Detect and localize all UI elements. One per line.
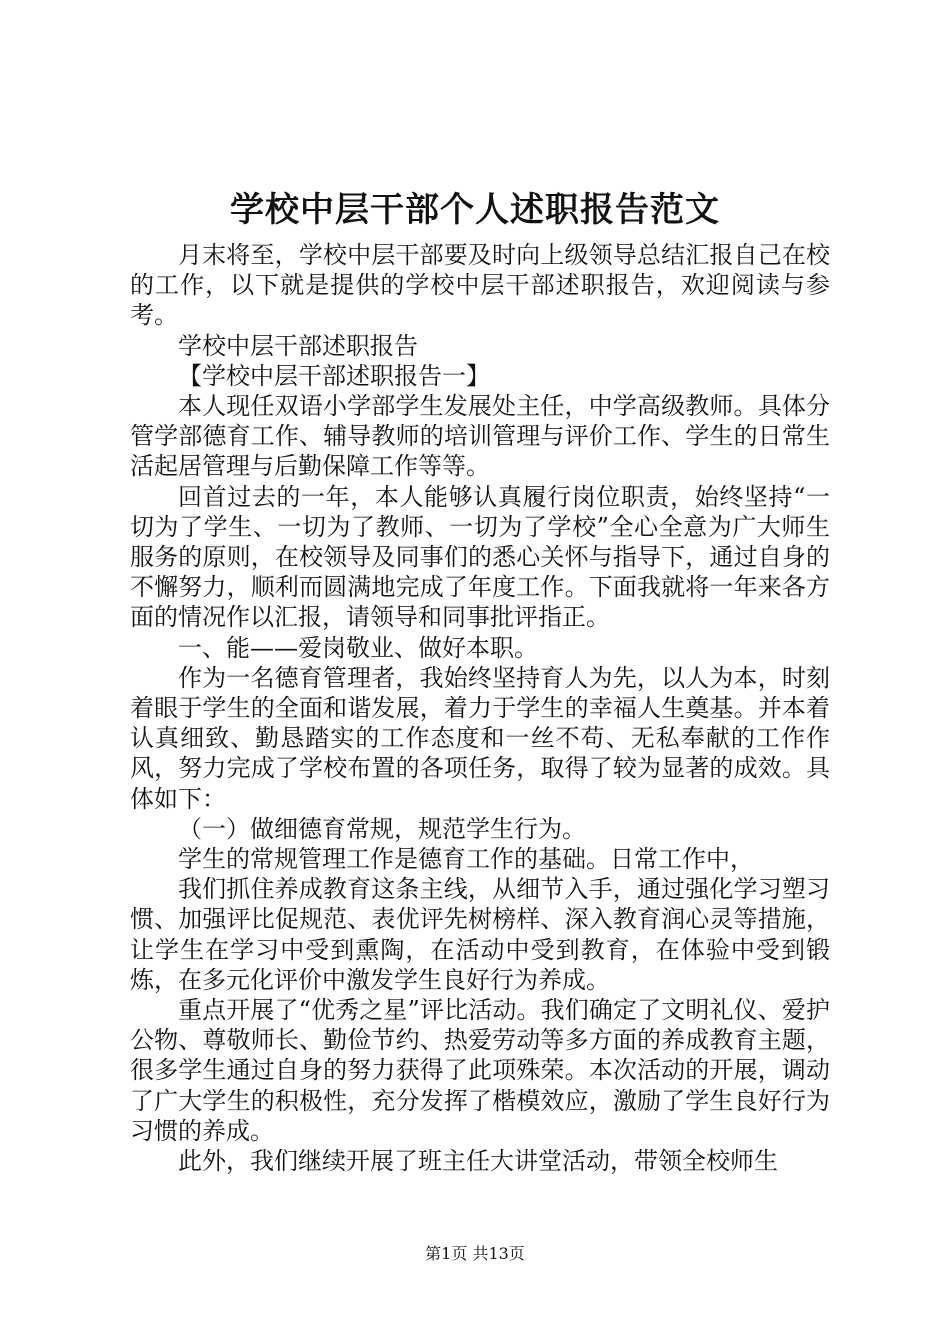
paragraph: 回首过去的一年，本人能够认真履行岗位职责，始终坚持“一切为了学生、一切为了教师、一切为了学校”全心全意为广大师生服务的原则，在校领导及同事们的悉心关怀与指导下，通过自身的不懈努力，顺利而圆满地完成了年度工作。下面我就将一年来各方面的情况作以汇报，请领导和同事批评指正。 bbox=[130, 482, 830, 632]
paragraph: 本人现任双语小学部学生发展处主任，中学高级教师。具体分管学部德育工作、辅导教师的培训管理与评价工作、学生的日常生活起居管理与后勤保障工作等等。 bbox=[130, 392, 830, 481]
paragraph: 重点开展了“优秀之星”评比活动。我们确定了文明礼仪、爱护公物、尊敬师长、勤俭节约、热爱劳动等多方面的养成教育主题，很多学生通过自身的努力获得了此项殊荣。本次活动的开展，调动了广大学生的积极性，充分发挥了楷模效应，激励了学生良好行为习惯的养成。 bbox=[130, 996, 830, 1145]
paragraph-heading: 一、能——爱岗敬业、做好本职。 bbox=[178, 633, 538, 662]
paragraph: 学生的常规管理工作是德育工作的基础。日常工作中， bbox=[178, 845, 754, 874]
paragraph: 此外，我们继续开展了班主任大讲堂活动，带领全校师生 bbox=[178, 1147, 778, 1176]
document-body bbox=[130, 240, 830, 1176]
paragraph: 我们抓住养成教育这条主线，从细节入手，通过强化学习塑习惯、加强评比促规范、表优评先树榜样、深入教育润心灵等措施，让学生在学习中受到熏陶，在活动中受到教育，在体验中受到锻炼，在多元化评价中激发学生良好行为养成。 bbox=[130, 875, 830, 994]
paragraph: 作为一名德育管理者，我始终坚持育人为先，以人为本，时刻着眼于学生的全面和谐发展，着力于学生的幸福人生奠基。并本着认真细致、勤恳踏实的工作态度和一丝不苟、无私奉献的工作作风，努力完成了学校布置的各项任务，取得了较为显著的成效。具体如下： bbox=[130, 663, 830, 813]
paragraph-intro: 月末将至，学校中层干部要及时向上级领导总结汇报自己在校的工作，以下就是提供的学校中层干部述职报告，欢迎阅读与参考。 bbox=[130, 241, 830, 330]
paragraph-section-heading: 【学校中层干部述职报告一】 bbox=[178, 361, 490, 390]
document-title: 学校中层干部个人述职报告范文 bbox=[230, 190, 720, 230]
paragraph-subtitle: 学校中层干部述职报告 bbox=[178, 331, 418, 360]
paragraph-heading: （一）做细德育常规，规范学生行为。 bbox=[178, 814, 586, 843]
page-footer: 第1页 共13页 bbox=[425, 1244, 525, 1263]
